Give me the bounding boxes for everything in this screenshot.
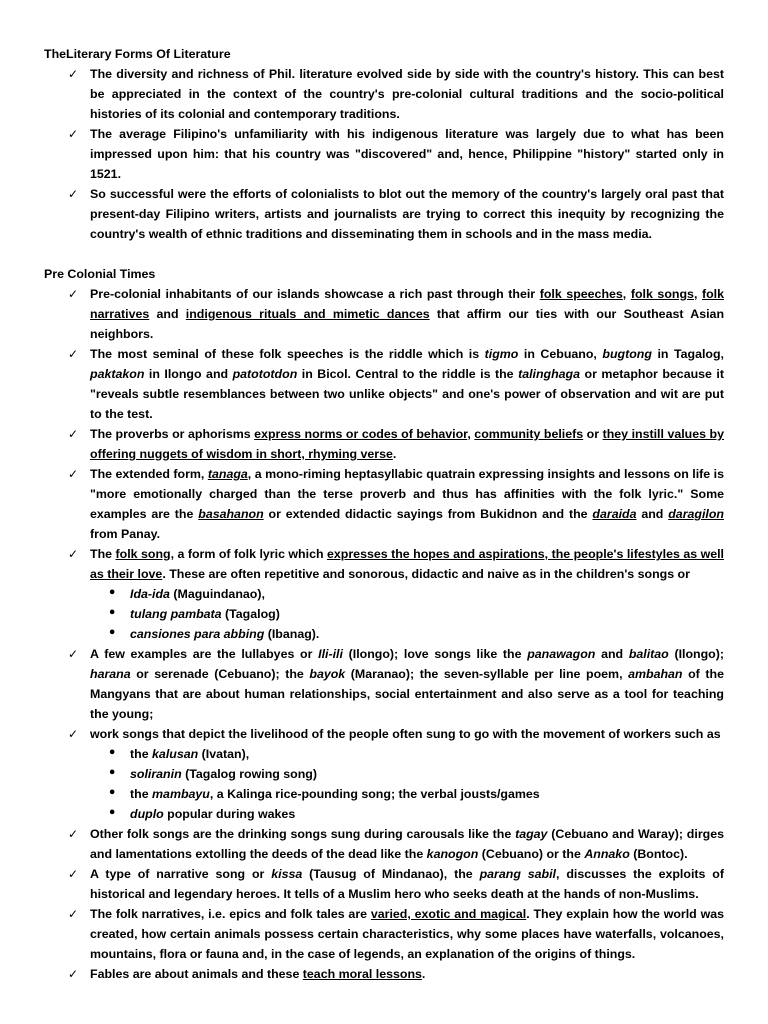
italic-term: kanogon <box>426 847 479 861</box>
list-item <box>90 964 724 984</box>
text: The most seminal of these folk speeches is the riddle which is <box>90 347 485 361</box>
italic-term: balitao <box>628 647 669 661</box>
italic-term: talinghaga <box>518 367 581 381</box>
text: Fables are about animals and these <box>90 967 303 981</box>
sub-list <box>90 584 724 644</box>
text: (Cebuano) or the <box>478 847 585 861</box>
list-item <box>90 284 724 344</box>
text: (Tagalog) <box>221 607 280 621</box>
italic-term: harana <box>90 667 131 681</box>
italic-term: Annako <box>584 847 630 861</box>
section-heading-literary-forms: TheLiterary Forms Of Literature <box>44 47 231 61</box>
underlined-term: folk song <box>115 547 171 561</box>
text: (Ivatan), <box>198 747 250 761</box>
italic-term: cansiones para abbing <box>130 627 265 641</box>
italic-term: paktakon <box>90 367 145 381</box>
text: in Tagalog, <box>651 347 725 361</box>
sub-list-item <box>130 744 724 764</box>
text: or metaphor because it "reveals subtle resemblances between two unlike objects" and one's power of observation and wit are put to the test. <box>90 367 724 421</box>
text: in Cebuano, <box>518 347 603 361</box>
text: . <box>392 447 397 461</box>
section-heading-pre-colonial: Pre Colonial Times <box>44 267 156 281</box>
italic-term: tigmo <box>484 347 519 361</box>
italic-term: mambayu <box>152 787 210 801</box>
text: , <box>622 287 631 301</box>
underlined-term: daragilon <box>668 507 724 521</box>
text: (Tausug of Mindanao), the <box>302 867 480 881</box>
underlined-term: basahanon <box>198 507 264 521</box>
text: The extended form, <box>90 467 208 481</box>
text: (Maguindanao), <box>169 587 265 601</box>
text: and <box>595 647 629 661</box>
underlined-term: community beliefs <box>474 427 584 441</box>
text: from Panay. <box>90 527 161 541</box>
sub-list-item <box>130 584 724 604</box>
list-item: ✓ The diversity and richness of Phil. literature evolved side by side with the country's history. This can best be appreciated in the context of the country's pre-colonial cultural traditions and the socio-political histories of its colonial and contemporary traditions. <box>90 64 724 124</box>
text: The folk narratives, i.e. epics and folk tales are <box>90 907 371 921</box>
underlined-term: tanaga <box>207 467 248 481</box>
section-spacer <box>44 244 724 264</box>
checklist-pre-colonial <box>44 284 724 984</box>
list-item <box>90 644 724 724</box>
text: , <box>467 427 475 441</box>
list-item <box>90 824 724 864</box>
text: popular during wakes <box>163 807 296 821</box>
italic-term: patototdon <box>232 367 298 381</box>
text: A few examples are the lullabyes or <box>90 647 319 661</box>
underlined-term: teach moral lessons <box>302 967 422 981</box>
underlined-term: folk speeches <box>539 287 623 301</box>
italic-term: Ida-ida <box>130 587 170 601</box>
italic-term: Ili-ili <box>318 647 343 661</box>
checklist-literary-forms <box>44 64 724 244</box>
text: the <box>130 787 153 801</box>
text: work songs that depict the livelihood of the people often sung to go with the movement of workers such as <box>90 727 721 741</box>
underlined-term: folk songs <box>630 287 694 301</box>
text: A type of narrative song or <box>90 867 272 881</box>
list-item <box>90 904 724 964</box>
underlined-term: they instill values by offering nuggets of wisdom in short, rhyming verse <box>90 427 725 461</box>
sub-list-item <box>130 804 724 824</box>
text: . These are often repetitive and sonorous, didactic and naive as in the children's songs or <box>162 567 690 581</box>
text: (Maranao); the seven-syllable per line poem, <box>345 667 629 681</box>
italic-term: parang sabil <box>479 867 556 881</box>
italic-term: panawagon <box>527 647 596 661</box>
underlined-term: indigenous rituals and mimetic dances <box>185 307 430 321</box>
italic-term: kissa <box>271 867 303 881</box>
text: of the Mangyans that are about human relationships, social entertainment and also serve as a tool for teaching the young; <box>90 667 724 721</box>
text: or <box>583 427 603 441</box>
italic-term: soliranin <box>130 767 182 781</box>
list-item: ✓ So successful were the efforts of colonialists to blot out the memory of the country's largely oral past that present-day Filipino writers, artists and journalists are trying to correct this inequity by recognizing the country's wealth of ethnic traditions and disseminating them in schools and in the mass media. <box>90 184 724 244</box>
sub-list-item <box>130 784 724 804</box>
text: Other folk songs are the drinking songs sung during carousals like the <box>90 827 516 841</box>
list-item: ✓ The average Filipino's unfamiliarity with his indigenous literature was largely due to what has been impressed upon him: that his country was "discovered" and, hence, Philippine "history" started only in 1521. <box>90 124 724 184</box>
text: The <box>90 547 116 561</box>
text: , a form of folk lyric which <box>170 547 327 561</box>
sub-list-item <box>130 624 724 644</box>
italic-term: ambahan <box>628 667 683 681</box>
sub-list-item <box>130 764 724 784</box>
italic-term: tagay <box>515 827 548 841</box>
underlined-term: expresses the hopes and aspirations, the people's lifestyles as well as their love <box>90 547 724 581</box>
text: , <box>693 287 702 301</box>
sub-list <box>90 744 724 824</box>
text: and <box>636 507 669 521</box>
list-item <box>90 724 724 824</box>
italic-term: bayok <box>309 667 346 681</box>
underlined-term: folk narratives <box>90 287 724 321</box>
text: the <box>130 747 153 761</box>
text: in Bicol. Central to the riddle is the <box>297 367 519 381</box>
italic-term: kalusan <box>152 747 199 761</box>
text: (Ilongo); love songs like the <box>342 647 528 661</box>
text: (Tagalog rowing song) <box>181 767 318 781</box>
italic-term: tulang pambata <box>130 607 222 621</box>
list-item <box>90 864 724 904</box>
underlined-term: daraida <box>592 507 637 521</box>
text: that affirm our ties with our Southeast Asian neighbors. <box>90 307 725 341</box>
text: (Cebuano and Waray); dirges and lamentations extolling the deeds of the dead like the <box>90 827 724 861</box>
text: Pre-colonial inhabitants of our islands showcase a rich past through their <box>90 287 540 301</box>
text: and <box>149 307 186 321</box>
text: , a Kalinga rice-pounding song; the verbal jousts/games <box>209 787 540 801</box>
italic-term: bugtong <box>602 347 652 361</box>
underlined-term: express norms or codes of behavior <box>254 427 468 441</box>
text: . <box>421 967 426 981</box>
text: , discusses the exploits of historical and legendary heroes. It tells of a Muslim hero who seeks death at the hands of non-Muslims. <box>90 867 724 901</box>
list-item <box>90 424 724 464</box>
list-item <box>90 544 724 644</box>
text: , a mono-riming heptasyllabic quatrain expressing insights and lessons on life is "more emotionally charged than the terse proverb and thus has affinities with the folk lyric." Some examples are the <box>90 467 724 521</box>
text: The proverbs or aphorisms <box>90 427 255 441</box>
text: (Ilongo); <box>668 647 724 661</box>
text: or serenade (Cebuano); the <box>130 667 310 681</box>
underlined-term: varied, exotic and magical <box>370 907 527 921</box>
text: (Bontoc). <box>629 847 688 861</box>
sub-list-item <box>130 604 724 624</box>
list-item <box>90 464 724 544</box>
list-item <box>90 344 724 424</box>
text: . They explain how the world was created, how certain animals possess certain characteristics, why some places have waterfalls, volcanoes, mountains, flora or fauna and, in the case of legends, an explanation of the origins of things. <box>90 907 724 961</box>
italic-term: duplo <box>130 807 164 821</box>
text: in Ilongo and <box>144 367 233 381</box>
text: (Ibanag). <box>264 627 320 641</box>
text: or extended didactic sayings from Bukidnon and the <box>263 507 593 521</box>
